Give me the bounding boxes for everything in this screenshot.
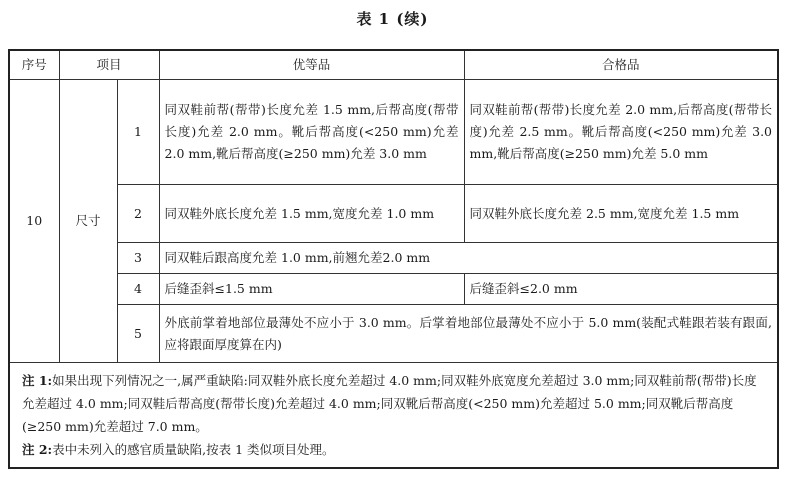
merged-cell: 外底前掌着地部位最薄处不应小于 3.0 mm。后掌着地部位最薄处不应小于 5.0 mm(装配式鞋跟若装有跟面,应将跟面厚度算在内): [159, 305, 778, 363]
notes-row: [9, 363, 778, 469]
row-number: 1: [117, 80, 159, 185]
note-text: 表中未列入的感官质量缺陷,按表 1 类似项目处理。: [52, 442, 335, 457]
note-label: 注 1:: [22, 373, 53, 388]
note-1: [22, 369, 769, 438]
table-row: [9, 80, 778, 185]
header-qualified: 合格品: [464, 50, 778, 80]
note-label: 注 2:: [22, 442, 53, 457]
header-item: 项目: [59, 50, 159, 80]
excellent-cell: 后缝歪斜≤1.5 mm: [159, 274, 464, 305]
row-number: 2: [117, 185, 159, 243]
qualified-cell: 同双鞋外底长度允差 2.5 mm,宽度允差 1.5 mm: [464, 185, 778, 243]
header-seq: 序号: [9, 50, 59, 80]
header-excellent: 优等品: [159, 50, 464, 80]
excellent-cell: 同双鞋外底长度允差 1.5 mm,宽度允差 1.0 mm: [159, 185, 464, 243]
excellent-cell: 同双鞋前帮(帮带)长度允差 1.5 mm,后帮高度(帮带长度)允差 2.0 mm。靴后帮高度(<250 mm)允差 2.0 mm,靴后帮高度(≥250 mm)允差 3.0 mm: [159, 80, 464, 185]
row-number: 4: [117, 274, 159, 305]
table-row: [9, 243, 778, 274]
merged-cell: 同双鞋后跟高度允差 1.0 mm,前翘允差2.0 mm: [159, 243, 778, 274]
table-row: [9, 274, 778, 305]
note-2: [22, 438, 769, 461]
note-text: 如果出现下列情况之一,属严重缺陷:同双鞋外底长度允差超过 4.0 mm;同双鞋外底宽度允差超过 3.0 mm;同双鞋前帮(帮带)长度允差超过 4.0 mm;同双鞋后帮高度(帮带长度)允差超过 4.0 mm;同双靴后帮高度(<250 mm)允差超过 5.0 mm;同双靴后帮高度(≥250 mm)允差超过 7.0 mm。: [22, 373, 757, 434]
row-number: 3: [117, 243, 159, 274]
qualified-cell: 后缝歪斜≤2.0 mm: [464, 274, 778, 305]
header-row: [9, 50, 778, 80]
table-row: [9, 305, 778, 363]
notes-cell: [9, 363, 778, 469]
standards-table: [8, 49, 779, 469]
group-seq: 10: [9, 80, 59, 363]
table-row: [9, 185, 778, 243]
table-title: 表 1 (续): [356, 10, 429, 28]
qualified-cell: 同双鞋前帮(帮带)长度允差 2.0 mm,后帮高度(帮带长度)允差 2.5 mm。靴后帮高度(<250 mm)允差 3.0 mm,靴后帮高度(≥250 mm)允差 5.0 mm: [464, 80, 778, 185]
row-number: 5: [117, 305, 159, 363]
group-item: 尺寸: [59, 80, 117, 363]
